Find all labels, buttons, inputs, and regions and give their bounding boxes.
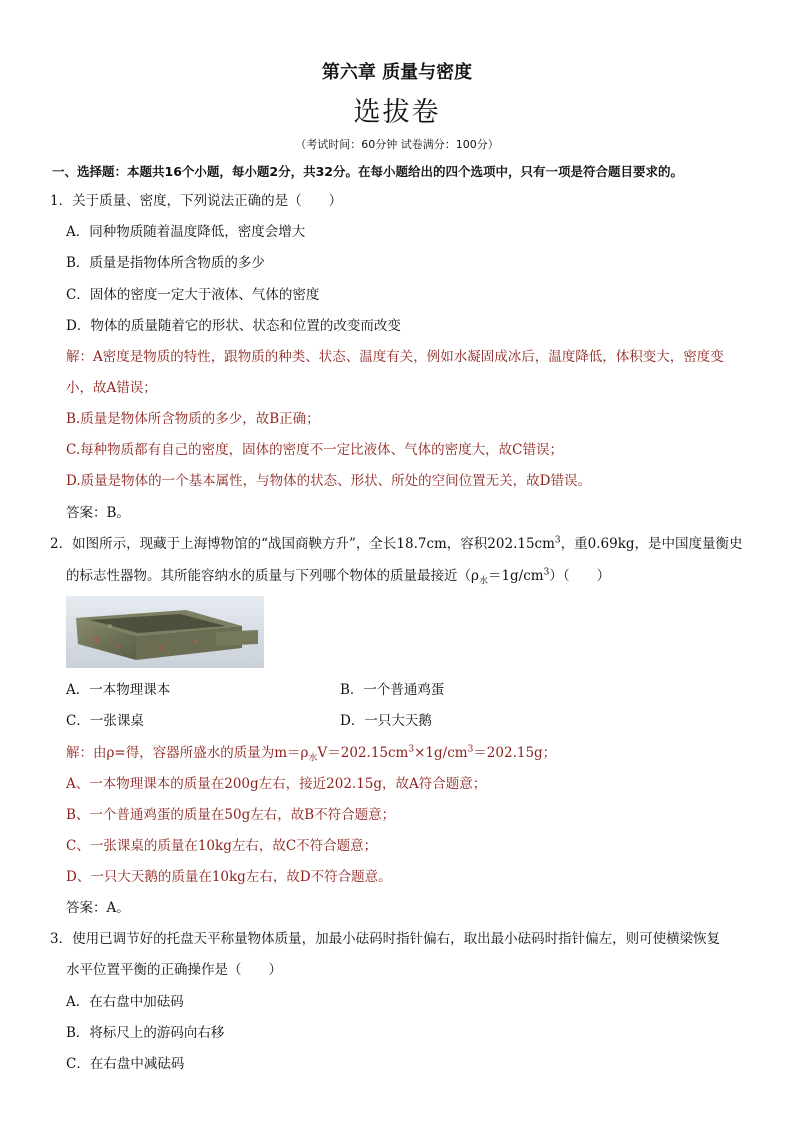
- question-1-option-b: B．质量是指物体所含物质的多少: [66, 255, 265, 271]
- exam-info: （考试时间：60分钟 试卷满分：100分）: [295, 138, 499, 151]
- question-1-option-c: C．固体的密度一定大于液体、气体的密度: [66, 287, 320, 303]
- question-1-solution-line: D.质量是物体的一个基本属性，与物体的状态、形状、所处的空间位置无关，故D错误。: [66, 473, 591, 489]
- question-1-answer: 答案：B。: [66, 505, 130, 521]
- question-2-option-b: B．一个普通鸡蛋: [340, 682, 445, 698]
- section-heading: 一、选择题：本题共16个小题，每小题2分，共32分。在每小题给出的四个选项中，只有一项是符合题目要求的。: [52, 164, 683, 179]
- question-1-solution-line: 小，故A错误；: [66, 380, 157, 396]
- question-2-option-a: A．一本物理课本: [66, 682, 171, 698]
- exam-title: 选拔卷: [353, 97, 441, 128]
- question-1-solution-line: 解：A密度是物质的特性，跟物质的种类、状态、温度有关，例如水凝固成冰后，温度降低，体积变大，密度变: [66, 349, 724, 365]
- question-3-option-c: C．在右盘中减砝码: [66, 1056, 185, 1072]
- question-3-option-b: B．将标尺上的游码向右移: [66, 1025, 225, 1041]
- question-3-stem-line-2: 水平位置平衡的正确操作是（ ）: [66, 962, 282, 978]
- question-1-option-d: D．物体的质量随着它的形状、状态和位置的改变而改变: [66, 318, 401, 334]
- question-2-option-c: C．一张课桌: [66, 713, 144, 729]
- question-2-solution-line: D、一只大天鹅的质量在10kg左右，故D不符合题意。: [66, 869, 392, 885]
- question-2-stem-line-2: 的标志性器物。其所能容纳水的质量与下列哪个物体的质量最接近$(\rho_水=1g/cm^3)$（ ）: [66, 567, 611, 587]
- question-2-solution-line: C、一张课桌的质量在10kg左右，故C不符合题意；: [66, 838, 378, 854]
- question-2-stem-line-1: 2．如图所示，现藏于上海博物馆的“战国商鞅方升”，全长18.7cm，容积$202.15cm^3$，重0.69kg，是中国度量衡史: [50, 535, 743, 552]
- question-1-stem: 1．关于质量、密度，下列说法正确的是（ ）: [50, 193, 343, 209]
- question-2-answer: 答案：A。: [66, 900, 130, 916]
- question-2-solution-line: A、一本物理课本的质量在200g左右，接近202.15g，故A符合题意；: [66, 776, 487, 792]
- chapter-title: 第六章 质量与密度: [321, 62, 473, 83]
- question-1-solution-line: B.质量是物体所含物质的多少，故B正确；: [66, 411, 320, 427]
- question-2-option-d: D．一只大天鹅: [340, 713, 432, 729]
- question-3-option-a: A．在右盘中加砝码: [66, 994, 184, 1010]
- question-1-option-a: A．同种物质随着温度降低，密度会增大: [66, 224, 306, 240]
- bronze-measure-photo: [66, 596, 264, 668]
- question-2-solution-line: B、一个普通鸡蛋的质量在50g左右，故B不符合题意；: [66, 807, 396, 823]
- question-2-solution-line: 解：由ρ=得，容器所盛水的质量为$m=\rho_水V=202.15cm^3\times 1g/cm^3=202.15g$；: [66, 744, 557, 764]
- question-1-solution-line: C.每种物质都有自己的密度，固体的密度不一定比液体、气体的密度大，故C错误；: [66, 442, 563, 458]
- question-3-stem-line-1: 3．使用已调节好的托盘天平称量物体质量，加最小砝码时指针偏右，取出最小砝码时指针偏左，则可使横梁恢复: [50, 931, 721, 947]
